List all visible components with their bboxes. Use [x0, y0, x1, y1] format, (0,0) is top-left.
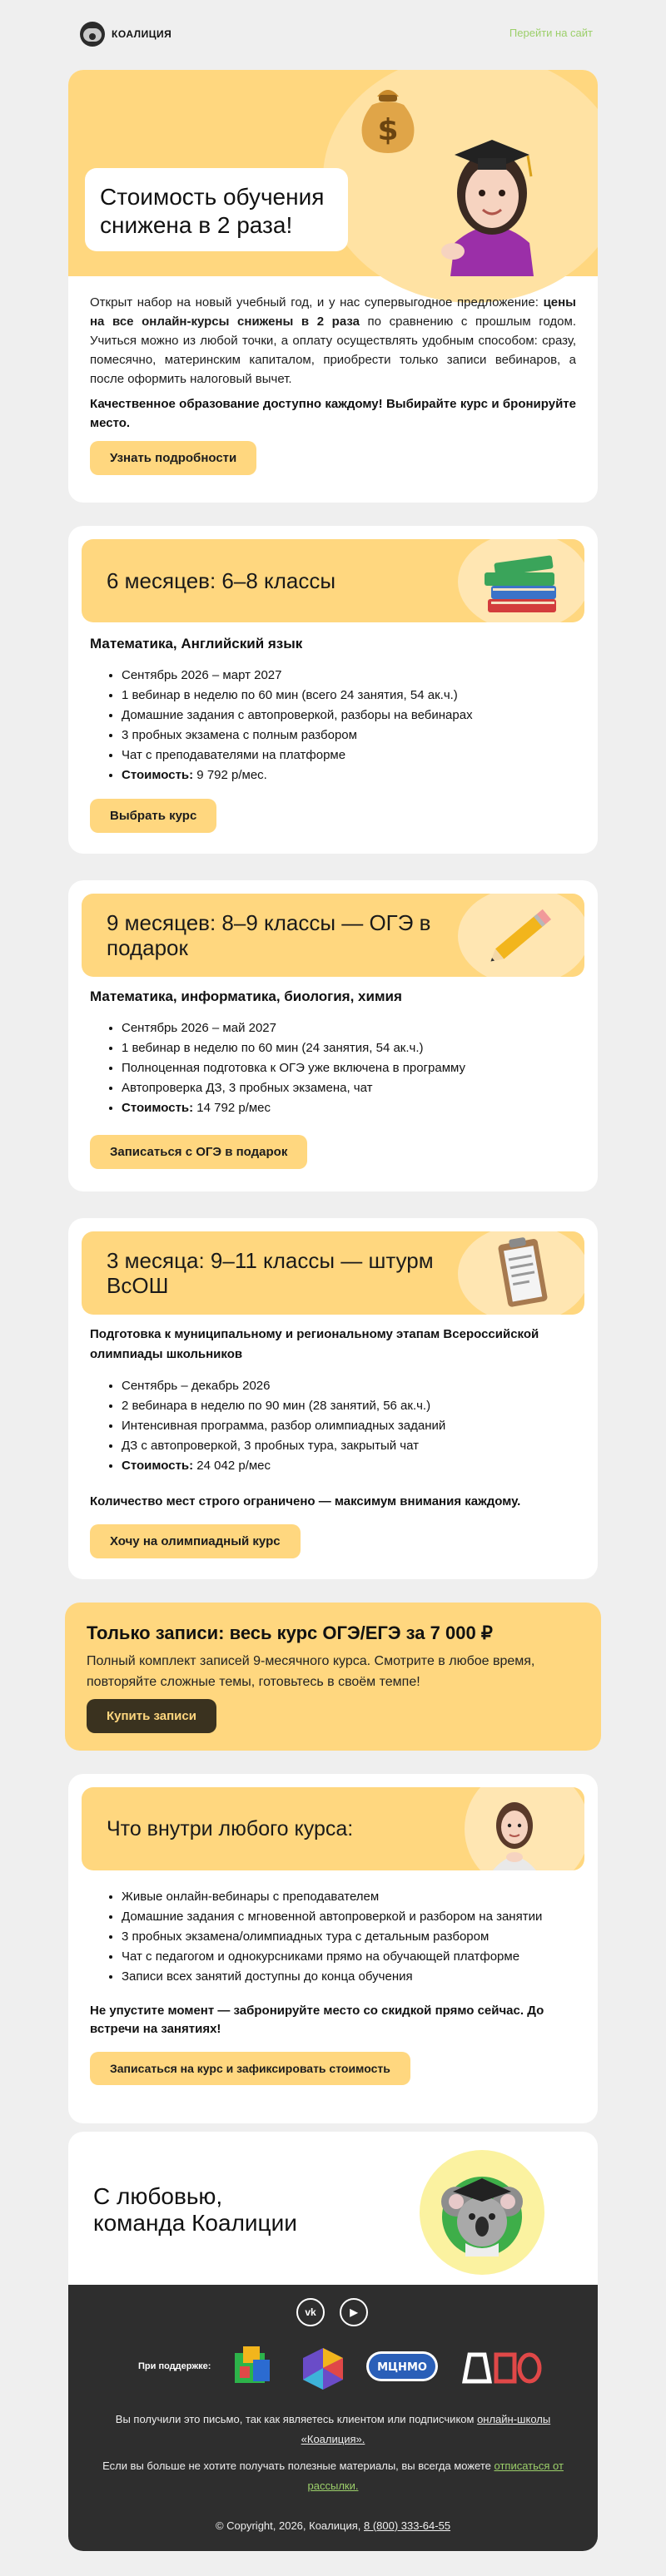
list-item: • 3 пробных экзамена с полным разбором: [122, 726, 588, 746]
social-links: [296, 2298, 368, 2326]
course-title: 9 месяцев: 8–9 классы — ОГЭ в подарок: [107, 910, 431, 960]
course-title: 6 месяцев: 6–8 классы: [107, 568, 336, 593]
support-label: При поддержке:: [138, 2361, 211, 2371]
partner-cube-logo-icon: [235, 2346, 270, 2383]
list-item: • Чат с педагогом и однокурсниками прямо на обучающей платформе: [122, 1947, 588, 1967]
list-item: • ДЗ с автопроверкой, 3 пробных тура, закрытый чат: [122, 1436, 588, 1456]
list-item: • Сентябрь 2026 – май 2027: [122, 1018, 588, 1038]
footer: [68, 2285, 598, 2551]
course-header: [82, 1231, 584, 1315]
signature-text: С любовью, команда Коалиции: [93, 2183, 297, 2236]
school-link[interactable]: онлайн-школы «Коалиция».: [301, 2413, 551, 2445]
hero-discount-highlight: цены на все онлайн-курсы снижены в 2 раза: [90, 295, 576, 329]
phone-link[interactable]: 8 (800) 333-64-55: [363, 2519, 451, 2532]
list-item: • Сентябрь – декабрь 2026: [122, 1376, 588, 1396]
course-card-6-months: [68, 526, 598, 854]
list-item: • Автопроверка ДЗ, 3 пробных экзамена, чат: [122, 1078, 588, 1098]
list-item: • Полноценная подготовка к ОГЭ уже включена в программу: [122, 1058, 588, 1078]
unsubscribe-text: Если вы больше не хотите получать полезные материалы, вы всегда можете отписаться от рассылки.: [102, 2460, 564, 2492]
pencil-icon: [476, 899, 568, 972]
hero-call-text: Качественное образование доступно каждому! Выбирайте курс и бронируйте место.: [90, 397, 576, 430]
course-features-list: [122, 666, 588, 785]
final-call-note: Не упустите момент — забронируйте место со скидкой прямо сейчас. До встречи на занятиях!: [90, 2004, 544, 2036]
course-subjects: Математика, Английский язык: [90, 636, 303, 651]
course-price: • Стоимость: 9 792 р/мес.: [122, 765, 588, 785]
limited-seats-note: Количество мест строго ограничено — максимум внимания каждому.: [90, 1494, 521, 1508]
learn-more-button[interactable]: Узнать подробности: [90, 441, 256, 475]
enroll-fix-price-button[interactable]: Записаться на курс и зафиксировать стоимость: [90, 2052, 410, 2085]
list-item: • Домашние задания с мгновенной автопроверкой и разбором на занятии: [122, 1907, 588, 1927]
course-header: [82, 1787, 584, 1870]
unsubscribe-link[interactable]: отписаться от рассылки.: [307, 2460, 564, 2492]
course-header: [82, 894, 584, 977]
clipboard-icon: [476, 1236, 568, 1310]
contents-list: [122, 1887, 588, 1987]
enroll-with-oge-button[interactable]: Записаться с ОГЭ в подарок: [90, 1135, 307, 1169]
header-bar: [68, 18, 593, 52]
course-contents-card: [68, 1774, 598, 2123]
buy-recordings-button[interactable]: Купить записи: [87, 1699, 216, 1733]
course-card-olympiad: [68, 1218, 598, 1579]
partner-hex-logo-icon: [303, 2348, 343, 2390]
go-to-site-link[interactable]: Перейти на сайт: [509, 27, 593, 39]
teacher-illustration: [485, 1796, 544, 1870]
promo-text: Полный комплект записей 9-месячного курса. Смотрите в любое время, повторяйте сложные темы, готовьтесь в своём темпе!: [87, 1654, 535, 1689]
course-card-9-months: [68, 880, 598, 1191]
books-icon: [476, 544, 568, 617]
partner-dpo-logo-icon: [465, 2355, 539, 2381]
course-subjects: Подготовка к муниципальному и региональному этапам Всероссийской олимпиады школьников: [90, 1327, 539, 1361]
list-item: • 3 пробных экзамена/олимпиадных тура с детальным разбором: [122, 1927, 588, 1947]
partner-logos: [235, 2341, 543, 2391]
vk-icon[interactable]: vk: [296, 2298, 325, 2326]
koala-mascot-illustration: [420, 2150, 544, 2275]
svg-text:$: $: [377, 113, 399, 147]
copyright: © Copyright, 2026, Коалиция, 8 (800) 333-64-55: [215, 2519, 451, 2532]
hero-card: [68, 70, 598, 503]
brand-logo[interactable]: [80, 22, 171, 47]
course-header: [82, 539, 584, 622]
list-item: • Чат с преподавателями на платформе: [122, 746, 588, 765]
brand-name: КОАЛИЦИЯ: [112, 28, 172, 40]
hero-title: Стоимость обучения снижена в 2 раза!: [85, 168, 348, 251]
list-item: • 2 вебинара в неделю по 90 мин (28 занятий, 56 ак.ч.): [122, 1396, 588, 1416]
signature-card: [68, 2132, 598, 2298]
list-item: • Живые онлайн-вебинары с преподавателем: [122, 1887, 588, 1907]
course-price: • Стоимость: 14 792 р/мес: [122, 1098, 588, 1118]
choose-course-button[interactable]: Выбрать курс: [90, 799, 216, 833]
koala-logo-icon: [80, 22, 105, 47]
course-features-list: [122, 1018, 588, 1118]
course-title: 3 месяца: 9–11 классы — штурм ВсОШ: [107, 1248, 434, 1298]
partner-mcnmo-logo: [366, 2351, 438, 2381]
hero-banner: [68, 70, 598, 276]
list-item: • 1 вебинар в неделю по 60 мин (всего 24 занятия, 54 ак.ч.): [122, 686, 588, 706]
promo-title: Только записи: весь курс ОГЭ/ЕГЭ за 7 000 ₽: [87, 1622, 493, 1643]
olympiad-course-button[interactable]: Хочу на олимпиадный курс: [90, 1524, 301, 1558]
recordings-promo: [65, 1603, 601, 1751]
course-subjects: Математика, информатика, биология, химия: [90, 988, 402, 1004]
youtube-icon[interactable]: ▶: [340, 2298, 368, 2326]
contents-title: Что внутри любого курса:: [107, 1817, 354, 1840]
hero-description: Открыт набор на новый учебный год, и у нас супервыгодное предложение: цены на все онлайн-курсы снижены в 2 раза по сравнению с прошлым годом. Учиться можно из любой точки, а оплату осуществлять удобным способом: сразу, помесячно, материнским капиталом, приобрести только записи вебинаров, а после оформить налоговый вычет.: [90, 295, 576, 386]
course-price: • Стоимость: 24 042 р/мес: [122, 1456, 588, 1476]
course-features-list: [122, 1376, 588, 1476]
graduate-girl-illustration: [430, 110, 554, 276]
money-bag-icon: [355, 80, 420, 155]
svg-text:МЦНМО: МЦНМО: [377, 2361, 427, 2374]
list-item: • Записи всех занятий доступны до конца обучения: [122, 1967, 588, 1987]
list-item: • 1 вебинар в неделю по 60 мин (24 занятия, 54 ак.ч.): [122, 1038, 588, 1058]
subscription-reason: Вы получили это письмо, так как являетесь клиентом или подписчиком онлайн-школы «Коалиция».: [115, 2413, 551, 2445]
list-item: • Домашние задания с автопроверкой, разборы на вебинарах: [122, 706, 588, 726]
list-item: • Интенсивная программа, разбор олимпиадных заданий: [122, 1416, 588, 1436]
list-item: • Сентябрь 2026 – март 2027: [122, 666, 588, 686]
